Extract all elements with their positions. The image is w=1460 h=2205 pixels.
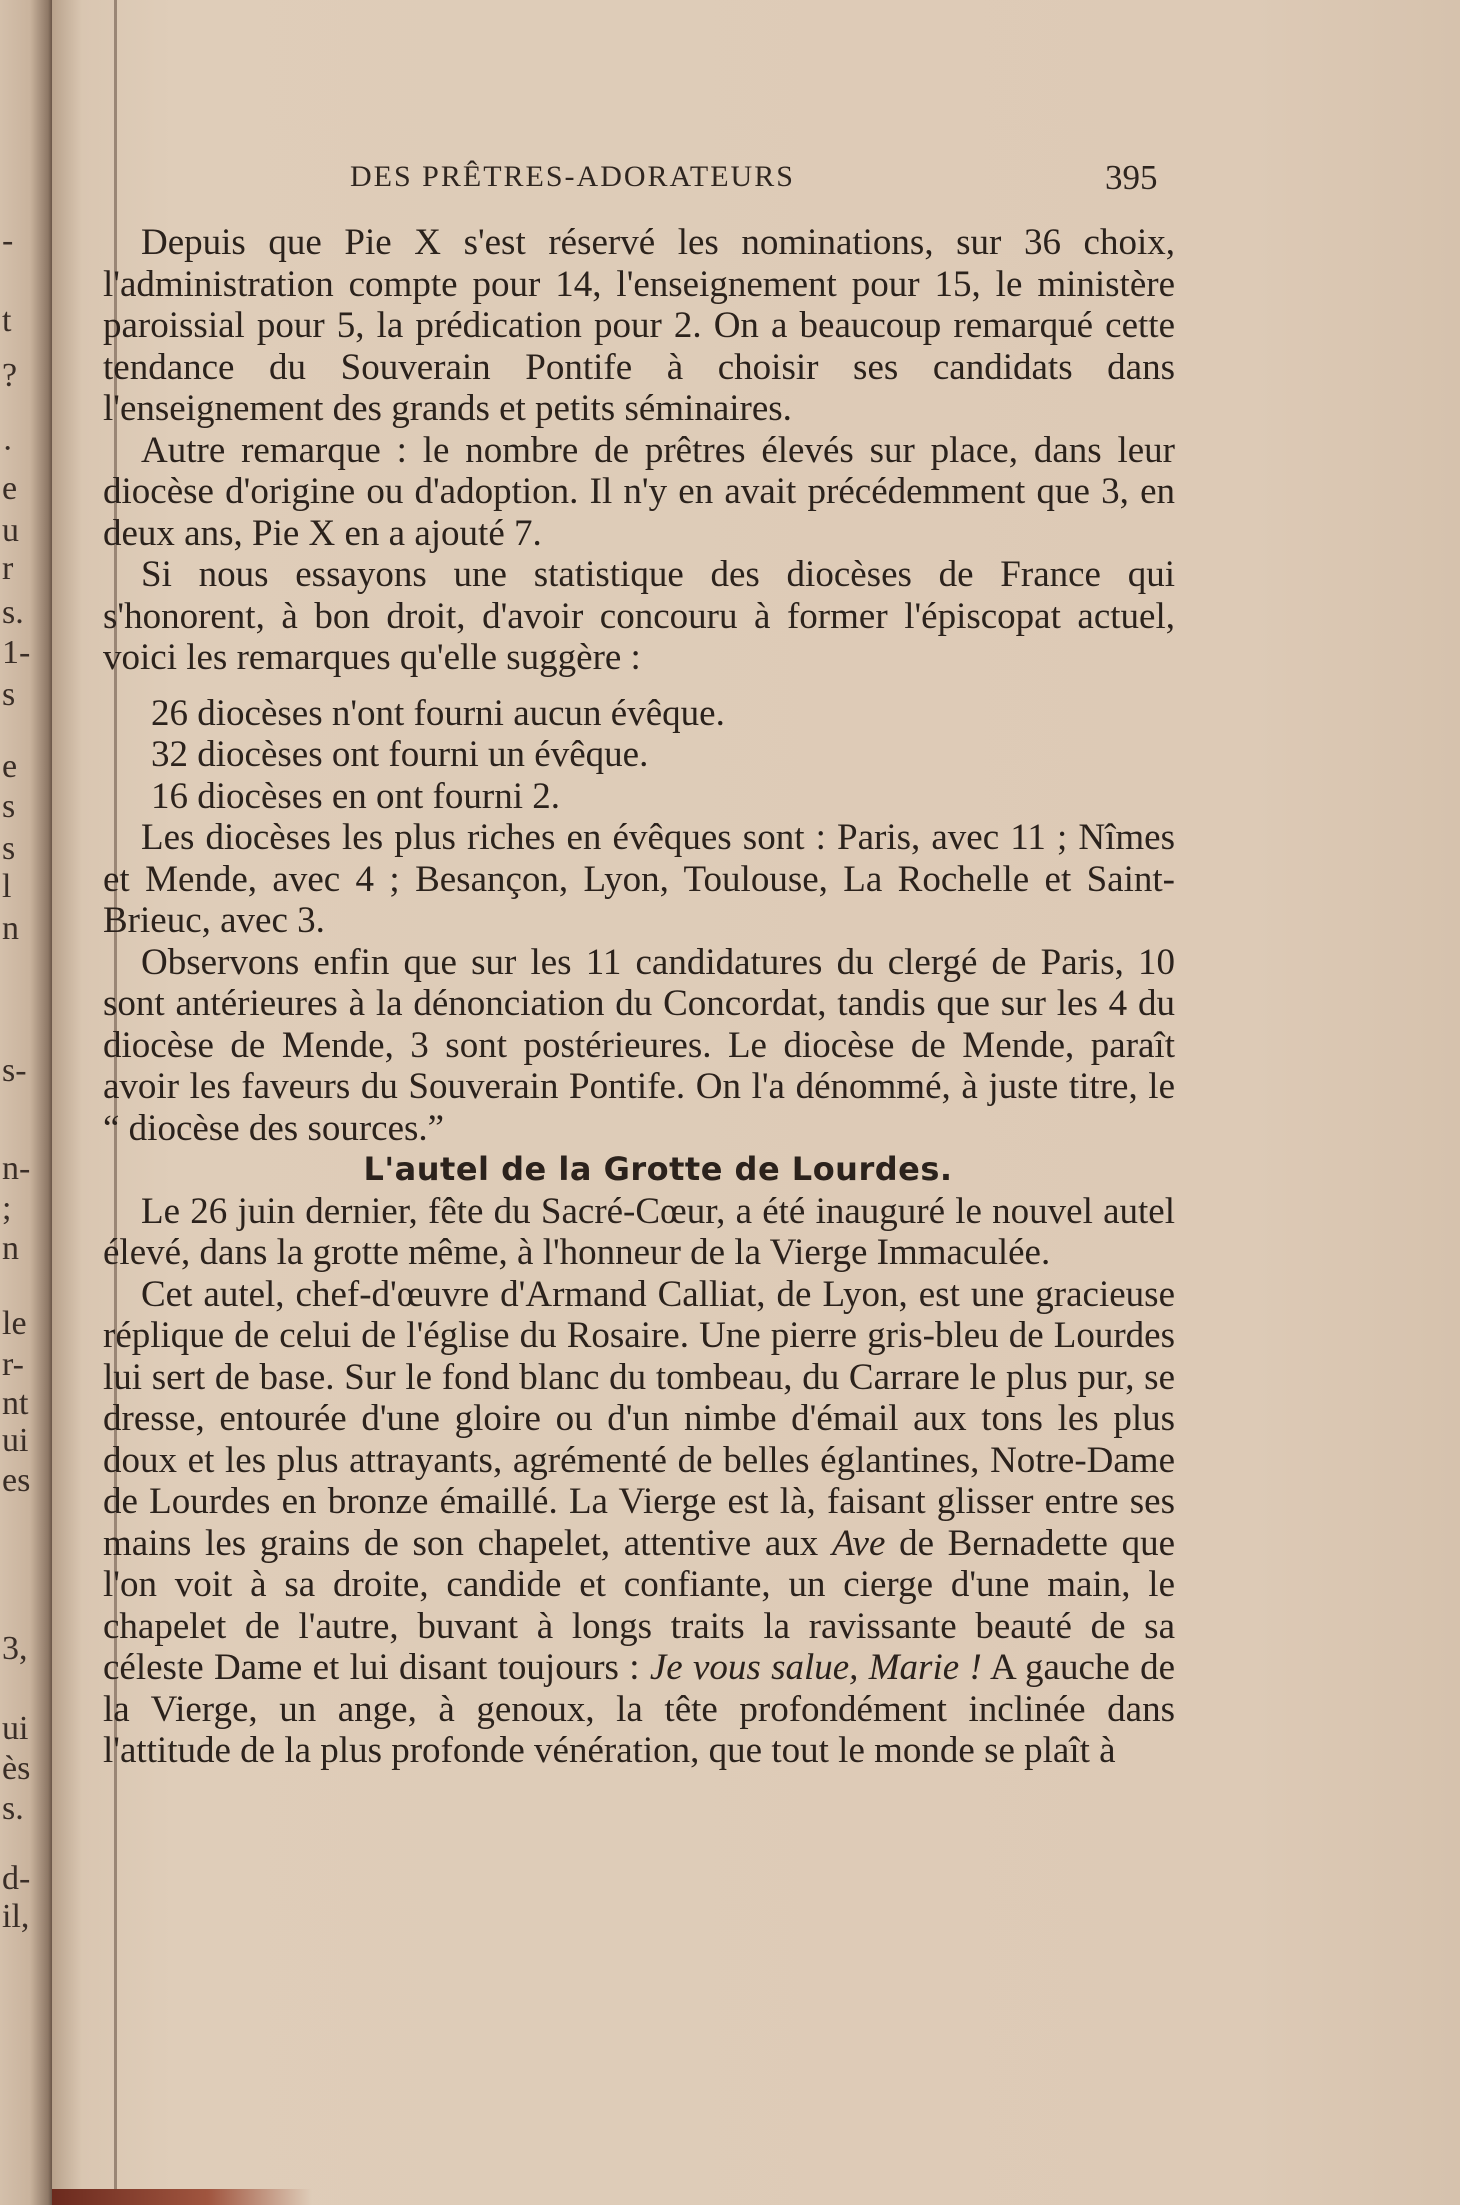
body-text bbox=[103, 222, 1175, 1772]
facing-page-fragment: r bbox=[2, 550, 14, 587]
facing-page-fragment: s bbox=[2, 788, 16, 825]
facing-page-fragment: s bbox=[2, 830, 16, 867]
paragraph: Depuis que Pie X s'est réservé les nominations, sur 36 choix, l'administration compte pour 14, l'enseignement pour 15, le ministère paroissial pour 5, la prédication pour 2. On a beaucoup remarqué cette tendance du Souverain Pontife à choisir ses candidats dans l'enseignement des grands et petits séminaires. bbox=[103, 222, 1175, 429]
statistics-list bbox=[103, 693, 1175, 818]
list-item: 32 diocèses ont fourni un évêque. bbox=[151, 734, 649, 775]
section-heading: L'autel de la Grotte de Lourdes. bbox=[363, 1150, 953, 1188]
running-head: DES PRÊTRES-ADORATEURS bbox=[350, 160, 795, 193]
facing-page-fragment: l bbox=[2, 868, 12, 905]
paragraph bbox=[103, 1274, 1175, 1772]
facing-page-fragment: 1- bbox=[2, 634, 31, 671]
text-run: Cet autel, chef-d'œuvre d'Armand Calliat, de Lyon, est une gracieuse réplique de celui de l'église du Rosaire. Une pierre gris-bleu de Lourdes lui sert de base. Sur le fond blanc du tombeau, du Carrare le plus pur, se dresse, entourée d'une gloire ou d'un nimbe d'émail aux tons les plus doux et les plus attrayants, agrémenté de belles églantines, Notre-Dame de Lourdes en bronze émaillé. La Vierge est là, faisant glisser entre ses mains les grains de son chapelet, attentive aux bbox=[103, 1273, 1175, 1564]
facing-page-fragment: le bbox=[2, 1305, 27, 1342]
facing-page-fragment: ui bbox=[2, 1710, 29, 1747]
facing-page-fragment: 3, bbox=[2, 1630, 28, 1667]
page-number: 395 bbox=[1105, 158, 1158, 197]
facing-page-fragment: r- bbox=[2, 1346, 24, 1383]
facing-page-fragment: · bbox=[2, 430, 14, 467]
facing-page-fragment: n bbox=[2, 1230, 19, 1267]
list-item: 16 diocèses en ont fourni 2. bbox=[151, 775, 560, 817]
facing-page-fragment: ui bbox=[2, 1422, 29, 1459]
paragraph: Les diocèses les plus riches en évêques sont : Paris, avec 11 ; Nîmes et Mende, avec 4 ; Besançon, Lyon, Toulouse, La Rochelle et Saint-Brieuc, avec 3. bbox=[103, 817, 1175, 941]
page-bottom-edge bbox=[52, 2189, 312, 2205]
paragraph: Le 26 juin dernier, fête du Sacré-Cœur, a été inauguré le nouvel autel élevé, dans la grotte même, à l'honneur de la Vierge Immaculée. bbox=[103, 1190, 1175, 1273]
facing-page-fragment: d- bbox=[2, 1860, 31, 1897]
italic-text: Ave bbox=[831, 1522, 886, 1564]
facing-page-fragment: s bbox=[2, 676, 16, 713]
facing-page-fragment: e bbox=[2, 470, 18, 507]
facing-page-fragment: s. bbox=[2, 1790, 24, 1827]
facing-page-fragment: e bbox=[2, 748, 18, 785]
paragraph: Autre remarque : le nombre de prêtres élevés sur place, dans leur diocèse d'origine ou d'adoption. Il n'y en avait précédemment que 3, en deux ans, Pie X en a ajouté 7. bbox=[103, 429, 1175, 554]
facing-page-fragment: nt bbox=[2, 1385, 29, 1422]
facing-page-fragment: - bbox=[2, 222, 14, 259]
facing-page-fragment: n bbox=[2, 910, 19, 947]
facing-page-fragment: u bbox=[2, 512, 19, 549]
facing-page-fragment: es bbox=[2, 1462, 31, 1499]
paragraph: Observons enfin que sur les 11 candidatures du clergé de Paris, 10 sont antérieures à la dénonciation du Concordat, tandis que sur les 4 du diocèse de Mende, 3 sont postérieures. Le diocèse de Mende, paraît avoir les faveurs du Souverain Pontife. On l'a dénommé, à juste titre, le “ diocèse des sources.” bbox=[103, 941, 1175, 1149]
facing-page-edge bbox=[0, 0, 52, 2205]
text-run: de Bernadette que l'on voit à sa droite, candide et confiante, un cierge d'une main, le chapelet de l'autre, buvant à longs traits la ravissante beauté de sa céleste Dame et lui disant toujours : bbox=[103, 1522, 1176, 1688]
facing-page-fragment: s. bbox=[2, 594, 24, 631]
facing-page-fragment: n- bbox=[2, 1150, 31, 1187]
facing-page-fragment: ? bbox=[2, 357, 18, 394]
facing-page-fragment: ; bbox=[2, 1190, 12, 1227]
paragraph: Si nous essayons une statistique des diocèses de France qui s'honorent, à bon droit, d'avoir concouru à former l'épiscopat actuel, voici les remarques qu'elle suggère : bbox=[103, 554, 1175, 678]
facing-page-fragment: s- bbox=[2, 1052, 27, 1089]
text-run: A gauche de la Vierge, un ange, à genoux, la tête profondément inclinée dans l'attitude de la plus profonde vénération, que tout le monde se plaît à bbox=[103, 1647, 1176, 1771]
facing-page-fragment: t bbox=[2, 302, 12, 339]
facing-page-fragment: ès bbox=[2, 1750, 31, 1787]
facing-page-fragment: il, bbox=[2, 1898, 30, 1935]
list-item: 26 diocèses n'ont fourni aucun évêque. bbox=[151, 692, 725, 734]
italic-text: Je vous salue, Marie ! bbox=[649, 1647, 982, 1688]
